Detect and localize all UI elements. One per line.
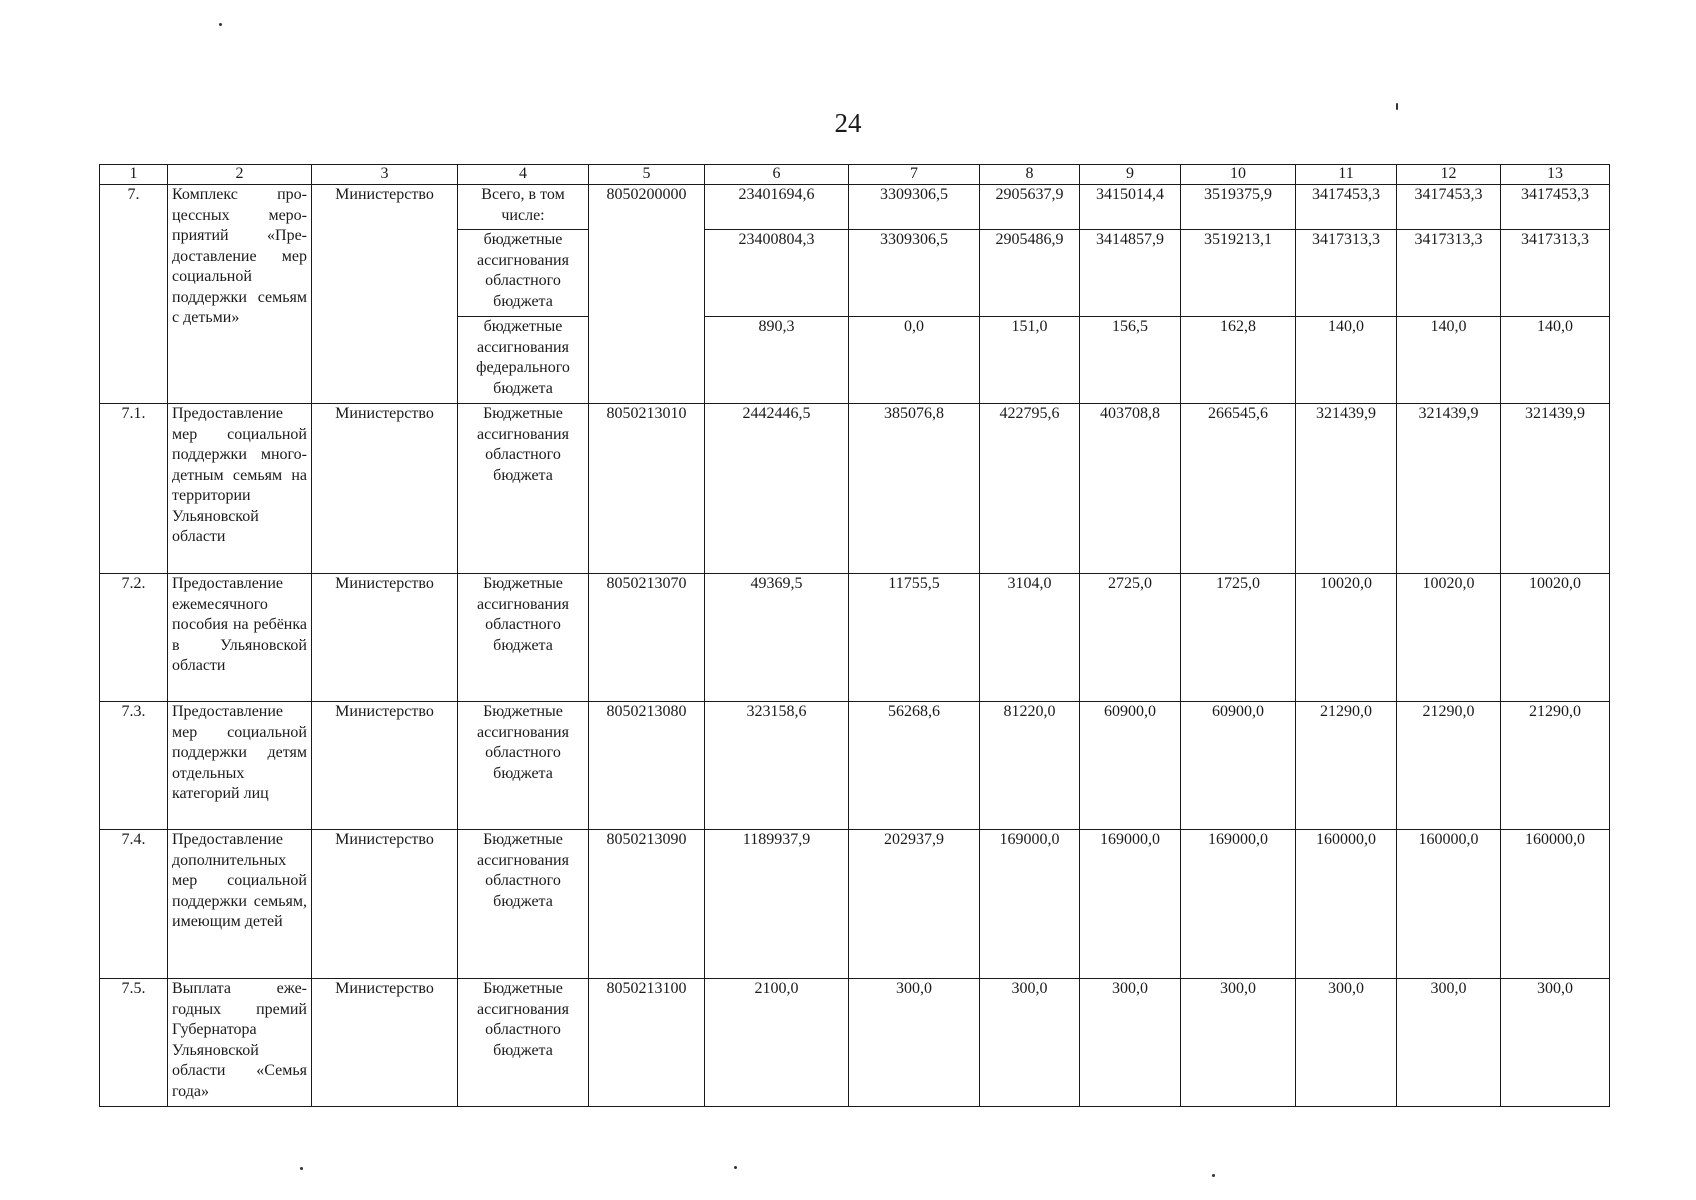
- amount-cell: 3519375,9: [1181, 185, 1296, 230]
- scan-speck: [219, 23, 222, 26]
- amount-cell: 140,0: [1397, 317, 1501, 404]
- amount-cell: 321439,9: [1296, 404, 1397, 574]
- amount-cell: 3309306,5: [849, 230, 980, 317]
- amount-cell: 2905486,9: [980, 230, 1080, 317]
- table-row: [100, 185, 1610, 230]
- amount-cell: 3417313,3: [1296, 230, 1397, 317]
- amount-cell: 422795,6: [980, 404, 1080, 574]
- amount-cell: 300,0: [1296, 979, 1397, 1107]
- amount-cell: 21290,0: [1501, 702, 1610, 830]
- budget-code: 8050213100: [589, 979, 705, 1107]
- amount-cell: 3519213,1: [1181, 230, 1296, 317]
- amount-cell: 140,0: [1296, 317, 1397, 404]
- amount-cell: 23401694,6: [705, 185, 849, 230]
- amount-cell: 2442446,5: [705, 404, 849, 574]
- amount-cell: 21290,0: [1296, 702, 1397, 830]
- table-row: [100, 702, 1610, 830]
- amount-cell: 323158,6: [705, 702, 849, 830]
- budget-code: 8050213010: [589, 404, 705, 574]
- executor: Министерство: [312, 574, 458, 702]
- page-number: 24: [834, 108, 862, 138]
- amount-cell: 160000,0: [1397, 830, 1501, 979]
- row-number: 7.: [100, 185, 168, 404]
- column-header: 3: [312, 165, 458, 185]
- row-number: 7.5.: [100, 979, 168, 1107]
- funding-source: Бюджетные ассигнования областного бюджета: [458, 404, 589, 574]
- amount-cell: 11755,5: [849, 574, 980, 702]
- scan-speck: [1396, 103, 1398, 110]
- funding-source: Бюджетные ассигнования областного бюджета: [458, 830, 589, 979]
- amount-cell: 156,5: [1080, 317, 1181, 404]
- scan-speck: [734, 1166, 737, 1169]
- column-header: 13: [1501, 165, 1610, 185]
- amount-cell: 300,0: [980, 979, 1080, 1107]
- funding-source: бюджетные ассигнования федерального бюджета: [458, 317, 589, 404]
- column-header: 8: [980, 165, 1080, 185]
- column-header: 7: [849, 165, 980, 185]
- amount-cell: 2905637,9: [980, 185, 1080, 230]
- budget-code: 8050213090: [589, 830, 705, 979]
- amount-cell: 300,0: [1181, 979, 1296, 1107]
- amount-cell: 60900,0: [1181, 702, 1296, 830]
- scan-speck: [1212, 1174, 1215, 1177]
- amount-cell: 10020,0: [1397, 574, 1501, 702]
- activity-name: Выплата ежегодных премий Губернатора Ульяновской области «Семья года»: [168, 979, 312, 1107]
- amount-cell: 60900,0: [1080, 702, 1181, 830]
- amount-cell: 3417313,3: [1397, 230, 1501, 317]
- row-number: 7.3.: [100, 702, 168, 830]
- amount-cell: 3417313,3: [1501, 230, 1610, 317]
- column-header: 4: [458, 165, 589, 185]
- column-header: 10: [1181, 165, 1296, 185]
- executor: Министерство: [312, 702, 458, 830]
- executor: Министерство: [312, 185, 458, 404]
- column-header: 2: [168, 165, 312, 185]
- table-row: [100, 979, 1610, 1107]
- amount-cell: 160000,0: [1296, 830, 1397, 979]
- activity-name: Предоставление ежемесячного пособия на ребёнка в Ульяновской области: [168, 574, 312, 702]
- amount-cell: 300,0: [1080, 979, 1181, 1107]
- amount-cell: 10020,0: [1296, 574, 1397, 702]
- table-row: [100, 574, 1610, 702]
- amount-cell: 56268,6: [849, 702, 980, 830]
- funding-source: бюджетные ассигнования областного бюджета: [458, 230, 589, 317]
- budget-code: 8050213080: [589, 702, 705, 830]
- row-number: 7.2.: [100, 574, 168, 702]
- column-header: 11: [1296, 165, 1397, 185]
- activity-name: Комплекс процессных мероприятий «Предоставление мер социальной поддержки семьям с детьми»: [168, 185, 312, 404]
- column-header: 6: [705, 165, 849, 185]
- amount-cell: 300,0: [1397, 979, 1501, 1107]
- amount-cell: 403708,8: [1080, 404, 1181, 574]
- column-header: 5: [589, 165, 705, 185]
- amount-cell: 3417453,3: [1397, 185, 1501, 230]
- amount-cell: 300,0: [1501, 979, 1610, 1107]
- amount-cell: 0,0: [849, 317, 980, 404]
- amount-cell: 151,0: [980, 317, 1080, 404]
- table-row: [100, 830, 1610, 979]
- budget-code: 8050213070: [589, 574, 705, 702]
- amount-cell: 162,8: [1181, 317, 1296, 404]
- amount-cell: 81220,0: [980, 702, 1080, 830]
- column-header: 1: [100, 165, 168, 185]
- column-header: 9: [1080, 165, 1181, 185]
- scan-speck: [300, 1167, 303, 1170]
- amount-cell: 1725,0: [1181, 574, 1296, 702]
- activity-name: Предоставление мер социальной поддержки детям отдельных категорий лиц: [168, 702, 312, 830]
- row-number: 7.4.: [100, 830, 168, 979]
- amount-cell: 300,0: [849, 979, 980, 1107]
- amount-cell: 21290,0: [1397, 702, 1501, 830]
- amount-cell: 266545,6: [1181, 404, 1296, 574]
- amount-cell: 1189937,9: [705, 830, 849, 979]
- amount-cell: 3417453,3: [1501, 185, 1610, 230]
- column-number-row: [100, 165, 1610, 185]
- activity-name: Предоставление мер социальной поддержки многодетным семьям на территории Ульяновской области: [168, 404, 312, 574]
- amount-cell: 23400804,3: [705, 230, 849, 317]
- column-header: 12: [1397, 165, 1501, 185]
- amount-cell: 3309306,5: [849, 185, 980, 230]
- amount-cell: 890,3: [705, 317, 849, 404]
- amount-cell: 3417453,3: [1296, 185, 1397, 230]
- executor: Министерство: [312, 830, 458, 979]
- budget-table: [99, 164, 1610, 1107]
- amount-cell: 321439,9: [1397, 404, 1501, 574]
- funding-source: Бюджетные ассигнования областного бюджета: [458, 979, 589, 1107]
- amount-cell: 2725,0: [1080, 574, 1181, 702]
- funding-source: Бюджетные ассигнования областного бюджета: [458, 702, 589, 830]
- amount-cell: 140,0: [1501, 317, 1610, 404]
- executor: Министерство: [312, 404, 458, 574]
- amount-cell: 3415014,4: [1080, 185, 1181, 230]
- row-number: 7.1.: [100, 404, 168, 574]
- amount-cell: 169000,0: [1080, 830, 1181, 979]
- activity-name: Предоставление дополнительных мер социальной поддержки семьям, имеющим детей: [168, 830, 312, 979]
- table-row: [100, 404, 1610, 574]
- amount-cell: 2100,0: [705, 979, 849, 1107]
- amount-cell: 169000,0: [1181, 830, 1296, 979]
- amount-cell: 3104,0: [980, 574, 1080, 702]
- amount-cell: 10020,0: [1501, 574, 1610, 702]
- amount-cell: 160000,0: [1501, 830, 1610, 979]
- budget-code: 8050200000: [589, 185, 705, 404]
- amount-cell: 321439,9: [1501, 404, 1610, 574]
- funding-source: Всего, в том числе:: [458, 185, 589, 230]
- funding-source: Бюджетные ассигнования областного бюджета: [458, 574, 589, 702]
- amount-cell: 385076,8: [849, 404, 980, 574]
- amount-cell: 49369,5: [705, 574, 849, 702]
- amount-cell: 169000,0: [980, 830, 1080, 979]
- amount-cell: 202937,9: [849, 830, 980, 979]
- amount-cell: 3414857,9: [1080, 230, 1181, 317]
- executor: Министерство: [312, 979, 458, 1107]
